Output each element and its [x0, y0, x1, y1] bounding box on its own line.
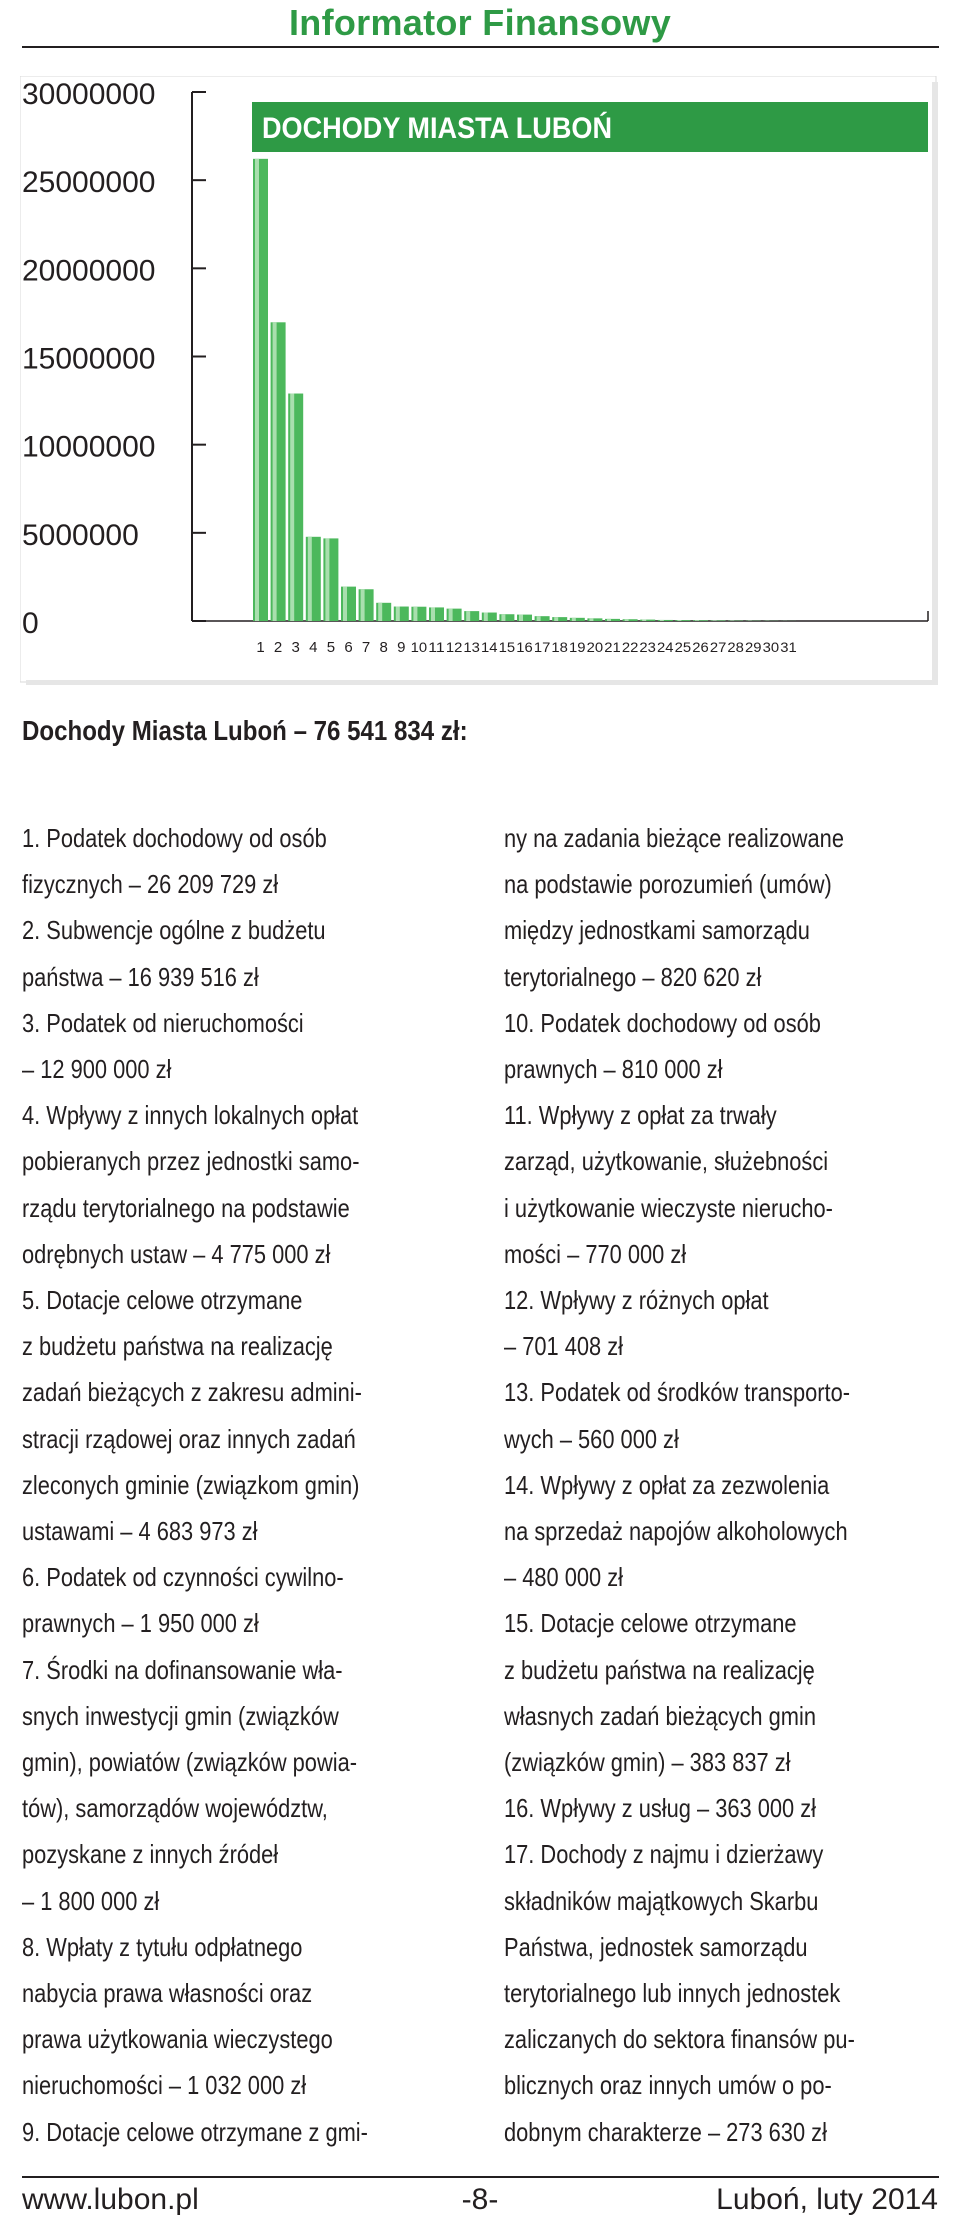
text-line: 7. Środki na dofinansowanie wła- [22, 1654, 343, 1685]
x-tick-label: 18 [551, 640, 568, 655]
x-tick-label: 13 [463, 640, 480, 655]
text-line: 3. Podatek od nieruchomości [22, 1007, 304, 1038]
text-line: 5. Dotacje celowe otrzymane [22, 1285, 303, 1316]
x-tick-label: 17 [533, 640, 551, 655]
x-tick-label: 3 [291, 639, 300, 656]
y-tick-label: 30000000 [22, 78, 156, 111]
x-tick-label: 21 [604, 640, 621, 655]
bar-highlight [343, 587, 347, 621]
text-line: zadań bieżących z zakresu admini- [22, 1377, 362, 1408]
page-header-title: Informator Finansowy [288, 2, 672, 43]
text-line: 17. Dochody z najmu i dzierżawy [504, 1839, 824, 1870]
bar-highlight [449, 609, 453, 621]
text-line: 8. Wpłaty z tytułu odpłatnego [22, 1931, 303, 1962]
x-tick-label: 22 [621, 640, 639, 655]
footer-divider [22, 2176, 939, 2178]
text-line: i użytkowanie wieczyste nierucho- [504, 1192, 833, 1223]
text-line: nabycia prawa własności oraz [22, 1978, 313, 2009]
revenue-chart-svg [20, 76, 940, 686]
revenue-list-right [504, 815, 960, 2155]
bar-highlight [607, 619, 611, 621]
text-line: 9. Dotacje celowe otrzymane z gmi- [22, 2116, 368, 2147]
text-line: zarząd, użytkowanie, służebności [504, 1146, 829, 1177]
text-line: 15. Dotacje celowe otrzymane [504, 1608, 797, 1639]
text-line: (związków gmin) – 383 837 zł [504, 1747, 791, 1778]
text-line: 16. Wpływy z usług – 363 000 zł [504, 1793, 816, 1824]
text-line: państwa – 16 939 516 zł [22, 961, 259, 992]
bar-highlight [501, 614, 505, 621]
x-tick-label: 27 [709, 640, 727, 655]
bar-highlight [713, 620, 717, 621]
y-tick-label: 5000000 [22, 518, 139, 552]
text-line: 13. Podatek od środków transporto- [504, 1377, 851, 1408]
text-line: snych inwestycji gmin (związków [22, 1700, 339, 1731]
x-tick-label: 2 [273, 639, 283, 656]
page-number: -8- [461, 2183, 499, 2216]
x-tick-label: 1 [256, 639, 265, 656]
x-tick-label: 31 [780, 640, 797, 655]
x-tick-label: 30 [762, 640, 780, 655]
text-line: 4. Wpływy z innych lokalnych opłat [22, 1100, 359, 1131]
text-line: pobieranych przez jednostki samo- [22, 1146, 360, 1177]
text-line: rządu terytorialnego na podstawie [22, 1192, 350, 1223]
footer-url: www.lubon.pl [22, 2183, 199, 2216]
text-line: własnych zadań bieżących gmin [504, 1700, 816, 1731]
text-line: – 701 408 zł [504, 1331, 624, 1362]
bar-highlight [308, 537, 312, 621]
text-line: na sprzedaż napojów alkoholowych [504, 1516, 848, 1547]
text-line: – 480 000 zł [504, 1562, 624, 1593]
text-line: 10. Podatek dochodowy od osób [504, 1007, 821, 1038]
text-line: fizycznych – 26 209 729 zł [22, 869, 279, 900]
bar-highlight [466, 611, 470, 621]
text-line: zaliczanych do sektora finansów pu- [504, 2024, 855, 2055]
text-line: ustawami – 4 683 973 zł [22, 1516, 258, 1547]
bar-highlight [431, 607, 435, 621]
chart-title: DOCHODY MIASTA LUBOŃ [262, 112, 650, 145]
y-tick-label: 15000000 [22, 342, 156, 376]
bar-highlight [273, 322, 277, 621]
x-tick-label: 20 [586, 640, 604, 655]
text-line: 6. Podatek od czynności cywilno- [22, 1562, 344, 1593]
x-tick-label: 12 [445, 640, 463, 655]
text-line: 2. Subwencje ogólne z budżetu [22, 915, 326, 946]
text-line: 1. Podatek dochodowy od osób [22, 823, 327, 853]
text-line: blicznych oraz innych umów o po- [504, 2070, 832, 2101]
footer-date: Luboń, luty 2014 [716, 2183, 938, 2216]
bar-highlight [396, 607, 400, 621]
bar-highlight [484, 613, 488, 621]
text-line: składników majątkowych Skarbu [504, 1885, 819, 1916]
y-tick-label: 10000000 [22, 430, 156, 464]
bar-highlight [554, 617, 558, 621]
text-line: tów), samorządów województw, [22, 1793, 328, 1824]
chart-shadow-right [932, 82, 938, 684]
text-line: prawa użytkowania wieczystego [22, 2024, 333, 2055]
revenue-summary: Dochody Miasta Luboń – 76 541 834 zł: [22, 715, 468, 746]
text-line: prawnych – 810 000 zł [504, 1054, 723, 1085]
chart-shadow-bottom [26, 680, 938, 685]
x-tick-label: 9 [397, 639, 406, 656]
bar-highlight [361, 589, 365, 621]
y-tick-label: 25000000 [22, 166, 156, 200]
text-line: z budżetu państwa na realizację [22, 1331, 333, 1362]
bar-highlight [642, 620, 646, 621]
revenue-chart [20, 76, 940, 686]
text-line: gmin), powiatów (związków powia- [22, 1747, 358, 1778]
bar-highlight [378, 603, 382, 621]
x-tick-label: 7 [361, 639, 371, 656]
text-line: z budżetu państwa na realizację [504, 1654, 815, 1685]
text-line: terytorialnego – 820 620 zł [504, 961, 762, 992]
text-line: ny na zadania bieżące realizowane [504, 823, 844, 853]
x-tick-label: 23 [639, 640, 656, 655]
header-divider [22, 46, 939, 48]
bar-highlight [625, 619, 629, 621]
x-tick-label: 24 [657, 640, 675, 655]
revenue-list-left [22, 815, 482, 2155]
text-line: pozyskane z innych źródeł [22, 1839, 279, 1870]
text-line: zleconych gminie (związkom gmin) [22, 1469, 360, 1500]
bar-highlight [537, 616, 541, 621]
bar-highlight [290, 394, 294, 621]
bar-highlight [413, 607, 417, 621]
bar-highlight [325, 538, 329, 621]
text-line: Państwa, jednostek samorządu [504, 1931, 808, 1962]
x-tick-label: 15 [498, 640, 516, 655]
text-line: – 1 800 000 zł [22, 1885, 160, 1916]
bar-highlight [519, 615, 523, 621]
text-line: terytorialnego lub innych jednostek [504, 1978, 841, 2009]
text-line: stracji rządowej oraz innych zadań [22, 1423, 356, 1454]
text-line: 11. Wpływy z opłat za trwały [504, 1100, 777, 1131]
x-tick-label: 4 [309, 639, 318, 656]
x-tick-label: 29 [745, 640, 762, 655]
text-line: mości – 770 000 zł [504, 1238, 687, 1269]
x-tick-label: 16 [516, 640, 533, 655]
bar-highlight [255, 159, 259, 621]
text-line: na podstawie porozumień (umów) [504, 869, 832, 900]
x-tick-label: 25 [674, 640, 692, 655]
x-tick-label: 26 [692, 640, 709, 655]
x-tick-label: 10 [410, 640, 428, 655]
x-tick-label: 14 [481, 640, 499, 655]
text-line: – 12 900 000 zł [22, 1054, 172, 1085]
text-line: wych – 560 000 zł [504, 1423, 679, 1454]
bar-highlight [660, 620, 664, 621]
text-line: odrębnych ustaw – 4 775 000 zł [22, 1238, 331, 1269]
bar-highlight [677, 620, 681, 621]
x-tick-label: 11 [428, 640, 445, 655]
text-line: 14. Wpływy z opłat za zezwolenia [504, 1469, 830, 1500]
bar-highlight [589, 618, 593, 621]
y-tick-label: 20000000 [22, 254, 156, 288]
text-line: dobnym charakterze – 273 630 zł [504, 2116, 827, 2147]
x-tick-label: 28 [727, 640, 744, 655]
text-line: między jednostkami samorządu [504, 915, 810, 946]
x-tick-label: 8 [379, 639, 388, 656]
x-tick-label: 5 [326, 639, 336, 656]
y-tick-label: 0 [22, 607, 39, 640]
x-tick-label: 6 [344, 639, 353, 656]
text-line: nieruchomości – 1 032 000 zł [22, 2070, 307, 2101]
text-line: prawnych – 1 950 000 zł [22, 1608, 259, 1639]
text-line: 12. Wpływy z różnych opłat [504, 1285, 769, 1316]
bar-highlight [572, 618, 576, 621]
x-tick-label: 19 [569, 640, 586, 655]
bar-highlight [695, 620, 699, 621]
chart-frame [20, 76, 936, 682]
